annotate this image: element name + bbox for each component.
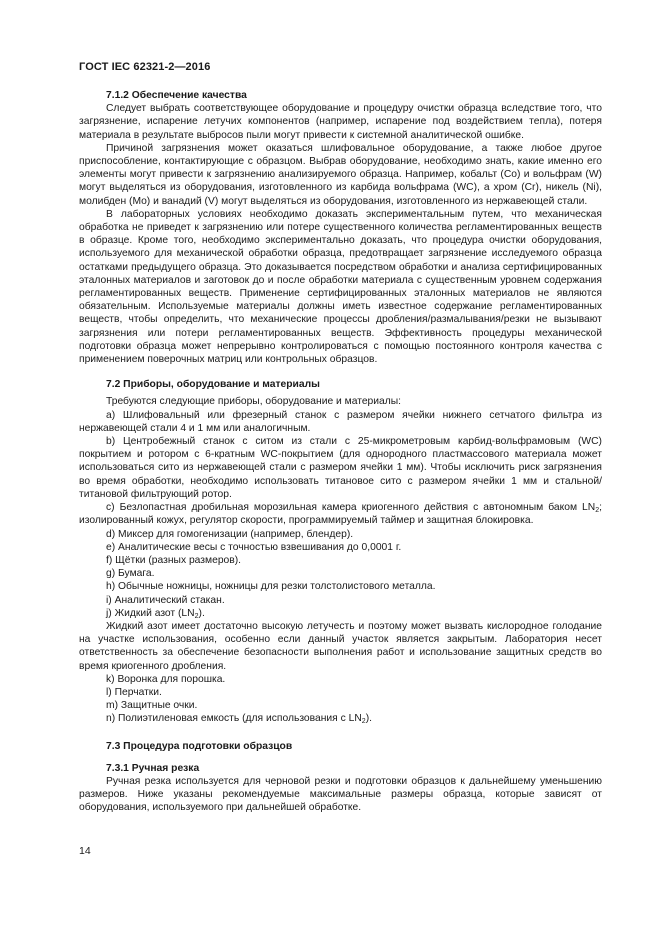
paragraph: Ручная резка используется для черновой резки и подготовки образцов к дальнейшему уменьшению размеров. Ниже указаны рекомендуемые максимальные размеры образца, которые зависят от оборудования, используемого при дальнейшей обработке. xyxy=(79,775,602,814)
list-item-n: n) Полиэтиленовая емкость (для использования с $LN_2$). xyxy=(106,713,372,726)
list-item-g: g) Бумага. xyxy=(106,568,155,580)
section-heading-7-3: 7.3 Процедура подготовки образцов xyxy=(106,740,293,752)
list-item-b: b) Центробежный станок с ситом из стали с 25-микрометровым карбид-вольфрамовым (WC) покрытием и ротором с 6-кратным WC-покрытием (для однородного пластмассового материала может использоваться сито из нержавеющей стали с размером ячейки 1 мм). Чтобы исключить риск загрязнения во время обработки, необходимо использовать титановое сито с размером ячейки 1 мм и стальной/титановой фильтрующий ротор. xyxy=(79,436,602,500)
list-intro: Требуются следующие приборы, оборудование и материалы: xyxy=(106,396,402,408)
section-heading-7-1-2: 7.1.2 Обеспечение качества xyxy=(106,90,247,101)
list-item-l: l) Перчатки. xyxy=(106,686,162,698)
section-heading-7-2: 7.2 Приборы, оборудование и материалы xyxy=(106,379,320,391)
document-body xyxy=(79,89,602,815)
list-item-i: i) Аналитический стакан. xyxy=(106,594,225,606)
page-number: 14 xyxy=(79,845,91,857)
list-item-c: c) Безлопастная дробильная морозильная камера криогенного действия с автономным баком $LN_2$; изолированный кожух, регулятор скорости, программируемый таймер и защитная блокировка. xyxy=(79,502,602,527)
list-item-a: а) Шлифовальный или фрезерный станок с размером ячейки нижнего сетчатого фильтра из нержавеющей стали 4 и 1 мм или аналогичным. xyxy=(79,409,602,434)
list-item-k: k) Воронка для порошка. xyxy=(106,673,226,685)
paragraph: Причиной загрязнения может оказаться шлифовальное оборудование, а также любое другое приспособление, контактирующие с образцом. Выбрав оборудование, необходимо знать, какие именно его элементы могут привести к загрязнению анализируемого образца. Например, кобальт (Co) и вольфрам (W) могут выделяться из оборудования, изготовленного из карбида вольфрама (WC), а хром (Cr), никель (Ni), молибден (Mo) и ванадий (V) могут выделяться из оборудования, изготовленного из нержавеющей стали. xyxy=(79,142,602,207)
list-item-e: е) Аналитические весы с точностью взвешивания до 0,0001 г. xyxy=(106,541,402,553)
document-header: ГОСТ IEC 62321-2—2016 xyxy=(79,61,211,73)
list-item-j: j) Жидкий азот $(LN_2)$. xyxy=(106,607,205,620)
list-item-d: d) Миксер для гомогенизации (например, блендер). xyxy=(106,528,354,540)
paragraph: Следует выбрать соответствующее оборудование и процедуру очистки образца вследствие того, что загрязнение, испарение летучих компонентов (например, испарение под воздействием тепла), потеря материала в результате выбросов пыли могут привести к системной аналитической ошибке. xyxy=(79,103,602,141)
safety-note: Жидкий азот имеет достаточно высокую летучесть и поэтому может вызвать кислородное голодание на участке использования, особенно если данный участок является закрытым. Лаборатория несет ответственность за обеспечение безопасности выполнения работ и использование защитных средств во время криогенного дробления. xyxy=(79,620,602,672)
paragraph: В лабораторных условиях необходимо доказать экспериментальным путем, что механическая обработка не приведет к загрязнению или потере существенного количества регламентированных веществ в образце. Кроме того, необходимо экспериментально доказать, что процедура очистки оборудования, используемого для механической обработки образца, предотвращает загрязнение исследуемого образца остатками предыдущего образца. Это доказывается посредством обработки и анализа сертифицированных эталонных материалов и заготовок до и после обработки материала с существенным уровнем содержания регламентированных веществ. Применение сертифицированных эталонных материалов не являются обязательным. Используемые материалы должны иметь известное содержание регламентированных веществ, чтобы определить, что механические процессы дробления/размалывания/резки не вызывают загрязнения или потери регламентированных веществ. Эффективность процедуры механической подготовки образца может непрерывно контролироваться с помощью постоянного контроля качества с применением поверочных матриц или контрольных образцов. xyxy=(79,208,602,366)
list-item-f: f) Щётки (разных размеров). xyxy=(106,554,242,566)
list-item-h: h) Обычные ножницы, ножницы для резки толстолистового металла. xyxy=(106,581,436,593)
section-heading-7-3-1: 7.3.1 Ручная резка xyxy=(106,762,200,774)
list-item-m: m) Защитные очки. xyxy=(106,700,198,712)
